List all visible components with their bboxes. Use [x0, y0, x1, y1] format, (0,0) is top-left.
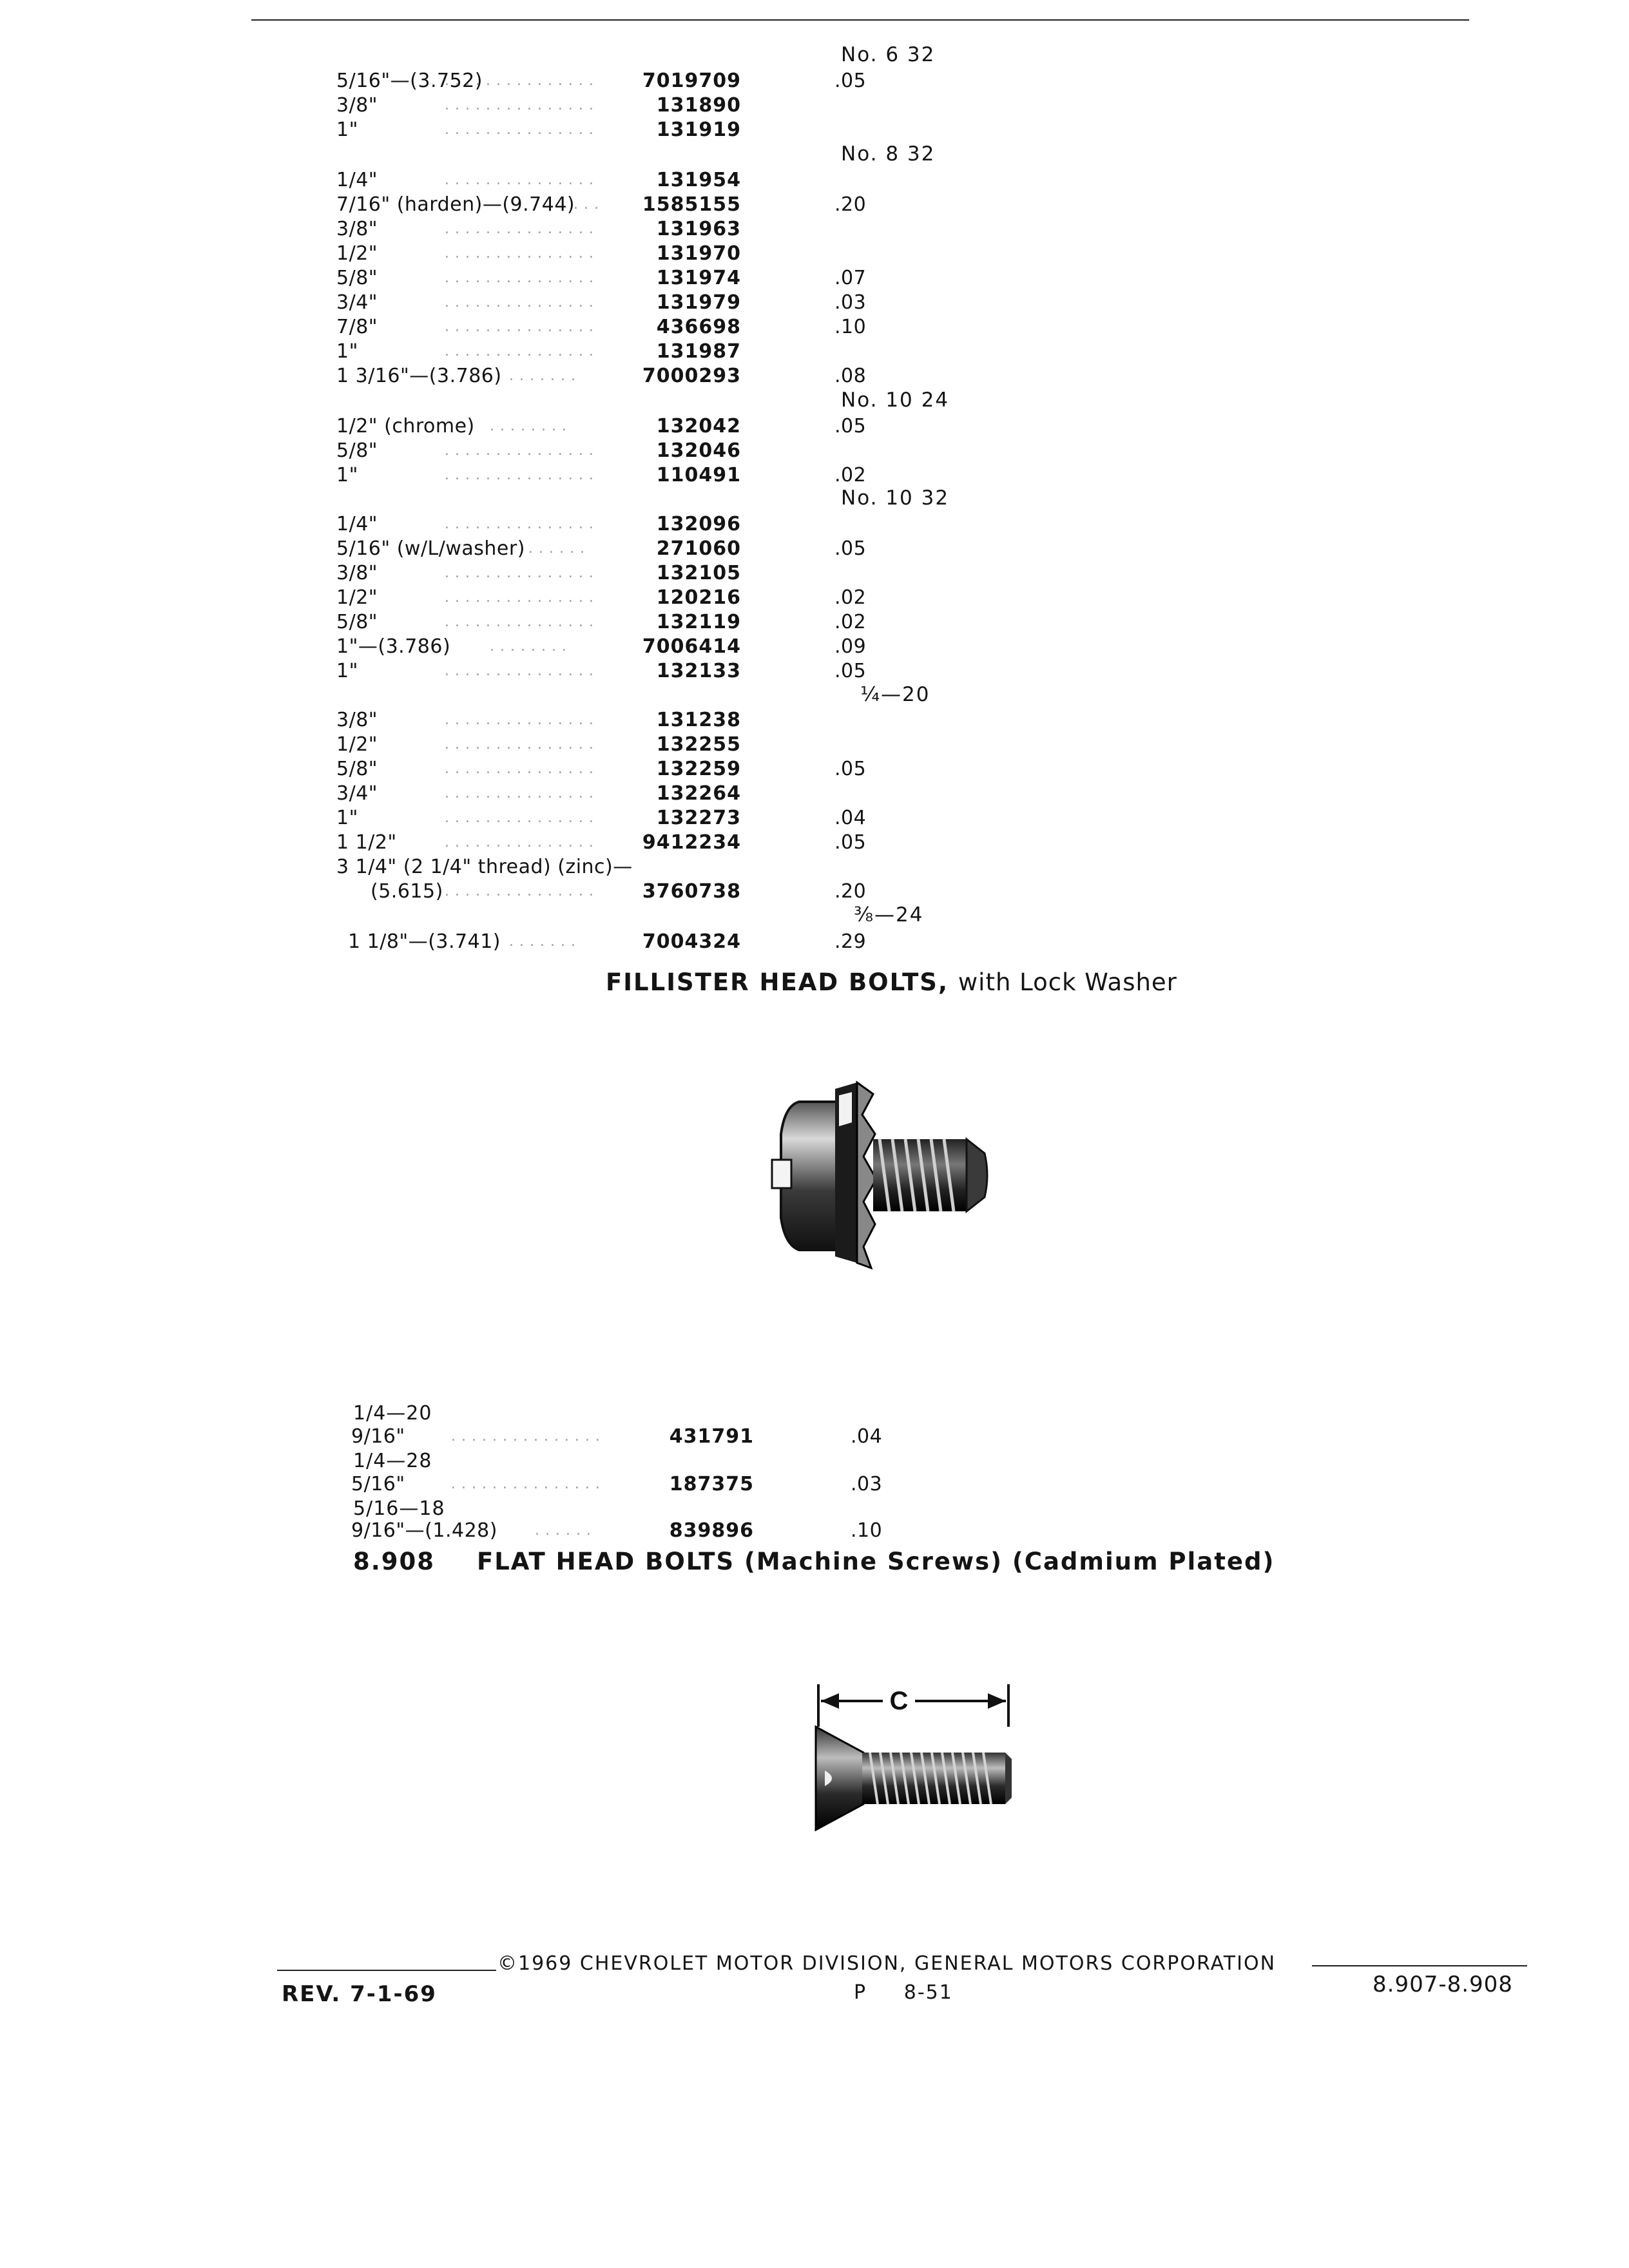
dot-leader: ............... — [451, 1476, 606, 1492]
flat-head-section-title — [353, 1548, 1275, 1575]
group-header: No. 6 32 — [841, 43, 936, 66]
part-number: 131979 — [656, 291, 741, 314]
top-rule — [251, 19, 1469, 21]
part-number: 7004324 — [642, 930, 741, 953]
part-number: 120216 — [656, 586, 741, 609]
dot-leader: ............... — [445, 221, 599, 237]
dot-leader: ............... — [445, 443, 599, 459]
dot-leader: ............... — [445, 810, 599, 826]
section-number: 8.908 — [353, 1548, 436, 1575]
dot-leader: ............... — [445, 73, 599, 89]
group-header: No. 10 24 — [841, 389, 950, 412]
part-number: 271060 — [656, 537, 741, 560]
size-spec: 5/8" — [336, 267, 378, 289]
size-spec: 1" — [336, 807, 358, 829]
size-spec: 7/8" — [336, 316, 378, 338]
size-spec: 1 1/8"—(3.741) — [348, 930, 501, 953]
part-number: 431791 — [669, 1425, 754, 1448]
size-spec: 3/4" — [336, 291, 378, 314]
price: .02 — [834, 611, 867, 633]
size-spec: 3/8" — [336, 218, 378, 240]
dot-leader: ............... — [445, 590, 599, 606]
dot-leader: ............... — [445, 97, 599, 113]
part-number: 3760738 — [642, 880, 741, 903]
size-spec: 1/4" — [336, 169, 378, 191]
price: .05 — [834, 758, 867, 780]
dot-leader: ............... — [445, 319, 599, 335]
dot-leader: ............... — [445, 614, 599, 630]
dot-leader: ... — [574, 197, 604, 213]
price: .05 — [834, 537, 867, 560]
price: .04 — [851, 1425, 883, 1448]
size-spec: 5/16" (w/L/washer) — [336, 537, 525, 560]
part-number: 131963 — [656, 218, 741, 240]
section-title-text: FLAT HEAD BOLTS (Machine Screws) (Cadmium Plated) — [476, 1548, 1275, 1575]
size-spec: 5/8" — [336, 439, 378, 462]
size-spec: 3/4" — [336, 782, 378, 805]
group-header: 1/4—20 — [353, 1402, 432, 1425]
group-header: ¼—20 — [860, 683, 930, 706]
section-range: 8.907-8.908 — [1373, 1972, 1513, 1997]
size-spec: 1/2" — [336, 733, 378, 756]
price: .04 — [834, 807, 867, 829]
price: .20 — [834, 193, 867, 216]
size-spec: 1" — [336, 119, 358, 141]
group-header: 1/4—28 — [353, 1450, 432, 1472]
size-spec: 1/2" (chrome) — [336, 415, 475, 437]
dimension-label: C — [889, 1687, 909, 1715]
part-number: 131890 — [656, 94, 741, 117]
part-number: 131987 — [656, 340, 741, 363]
part-number: 132105 — [656, 562, 741, 584]
size-spec: 3/8" — [336, 562, 378, 584]
size-spec: (5.615) — [371, 880, 443, 903]
part-number: 187375 — [669, 1473, 754, 1495]
footer-rule-right — [1312, 1965, 1527, 1966]
copyright-text: ©1969 CHEVROLET MOTOR DIVISION, GENERAL MOTORS CORPORATION — [497, 1952, 1277, 1975]
size-spec: 1/4" — [336, 513, 378, 535]
dot-leader: ....... — [509, 934, 581, 950]
dot-leader: ...... — [535, 1523, 597, 1539]
price: .29 — [834, 930, 867, 953]
part-number: 131238 — [656, 709, 741, 731]
dot-leader: ............... — [445, 736, 599, 753]
dot-leader: ............... — [445, 516, 599, 532]
dot-leader: ............... — [445, 565, 599, 581]
size-spec: 9/16"—(1.428) — [351, 1519, 497, 1542]
part-number: 7000293 — [642, 365, 741, 387]
dot-leader: ............... — [445, 294, 599, 311]
group-header: ⅜—24 — [854, 903, 924, 927]
group-header: No. 8 32 — [841, 142, 936, 166]
dot-leader: ........ — [490, 418, 572, 434]
price: .05 — [834, 831, 867, 854]
part-number: 9412234 — [642, 831, 741, 854]
dot-leader: ............... — [445, 122, 599, 138]
price: .09 — [834, 635, 867, 658]
part-number: 1585155 — [642, 193, 741, 216]
dot-leader: ....... — [509, 368, 581, 384]
dot-leader: ............... — [445, 467, 599, 483]
size-spec: 1 1/2" — [336, 831, 397, 854]
part-number: 132133 — [656, 660, 741, 682]
part-number: 132119 — [656, 611, 741, 633]
size-spec: 9/16" — [351, 1425, 405, 1448]
price: .08 — [834, 365, 867, 387]
dot-leader: ............... — [445, 834, 599, 850]
dot-leader: ........ — [490, 639, 572, 655]
part-number: 7006414 — [642, 635, 741, 658]
dot-leader: ............... — [445, 712, 599, 728]
size-spec: 1 3/16"—(3.786) — [336, 365, 502, 387]
part-number: 131919 — [656, 119, 741, 141]
dot-leader: ............... — [451, 1428, 606, 1445]
fillister-bolt-illustration — [760, 1063, 1005, 1276]
page-number: P 8-51 — [854, 1981, 953, 2004]
size-spec: 3/8" — [336, 709, 378, 731]
price: .05 — [834, 415, 867, 437]
dot-leader: ............... — [445, 245, 599, 262]
size-spec: 1" — [336, 660, 358, 682]
section-title — [606, 968, 1177, 996]
dot-leader: ............... — [445, 883, 599, 899]
size-spec: 1"—(3.786) — [336, 635, 451, 658]
dot-leader: ............... — [445, 172, 599, 188]
group-header: No. 10 32 — [841, 486, 950, 510]
part-number: 132273 — [656, 807, 741, 829]
price: .02 — [834, 464, 867, 486]
price: .05 — [834, 660, 867, 682]
size-spec: 1" — [336, 340, 358, 363]
part-number: 436698 — [656, 316, 741, 338]
size-spec: 5/8" — [336, 758, 378, 780]
part-number: 110491 — [656, 464, 741, 486]
price: .03 — [851, 1473, 883, 1495]
dot-leader: ............... — [445, 663, 599, 679]
price: .05 — [834, 70, 867, 92]
price: .10 — [834, 316, 867, 338]
price: .07 — [834, 267, 867, 289]
size-spec: 1/2" — [336, 242, 378, 265]
dot-leader: ............... — [445, 270, 599, 286]
price: .03 — [834, 291, 867, 314]
part-number: 7019709 — [642, 70, 741, 92]
revision-date: REV. 7-1-69 — [282, 1981, 437, 2007]
part-number: 132264 — [656, 782, 741, 805]
group-header: 5/16—18 — [353, 1497, 445, 1520]
footer-rule-left — [277, 1970, 496, 1971]
part-number: 839896 — [669, 1519, 754, 1542]
section-title-light: with Lock Washer — [958, 968, 1177, 996]
part-number: 131970 — [656, 242, 741, 265]
size-spec: 7/16" (harden)—(9.744) — [336, 193, 575, 216]
part-number: 131954 — [656, 169, 741, 191]
section-title-bold: FILLISTER HEAD BOLTS, — [606, 968, 949, 996]
size-spec: 1/2" — [336, 586, 378, 609]
part-number: 132255 — [656, 733, 741, 756]
size-spec: 5/16"—(3.752) — [336, 70, 483, 92]
size-spec: 5/16" — [351, 1473, 405, 1495]
size-spec: 5/8" — [336, 611, 378, 633]
dot-leader: ...... — [528, 541, 590, 557]
size-spec: 1" — [336, 464, 358, 486]
price: .02 — [834, 586, 867, 609]
price: .10 — [851, 1519, 883, 1542]
part-number: 132046 — [656, 439, 741, 462]
flat-head-bolt-illustration — [799, 1675, 1031, 1843]
part-number: 132096 — [656, 513, 741, 535]
dot-leader: ............... — [445, 785, 599, 802]
part-number: 131974 — [656, 267, 741, 289]
size-spec: 3/8" — [336, 94, 378, 117]
size-spec: 3 1/4" (2 1/4" thread) (zinc)— — [336, 856, 633, 878]
part-number: 132042 — [656, 415, 741, 437]
dot-leader: ............... — [445, 343, 599, 360]
dot-leader: ............... — [445, 761, 599, 777]
part-number: 132259 — [656, 758, 741, 780]
price: .20 — [834, 880, 867, 903]
